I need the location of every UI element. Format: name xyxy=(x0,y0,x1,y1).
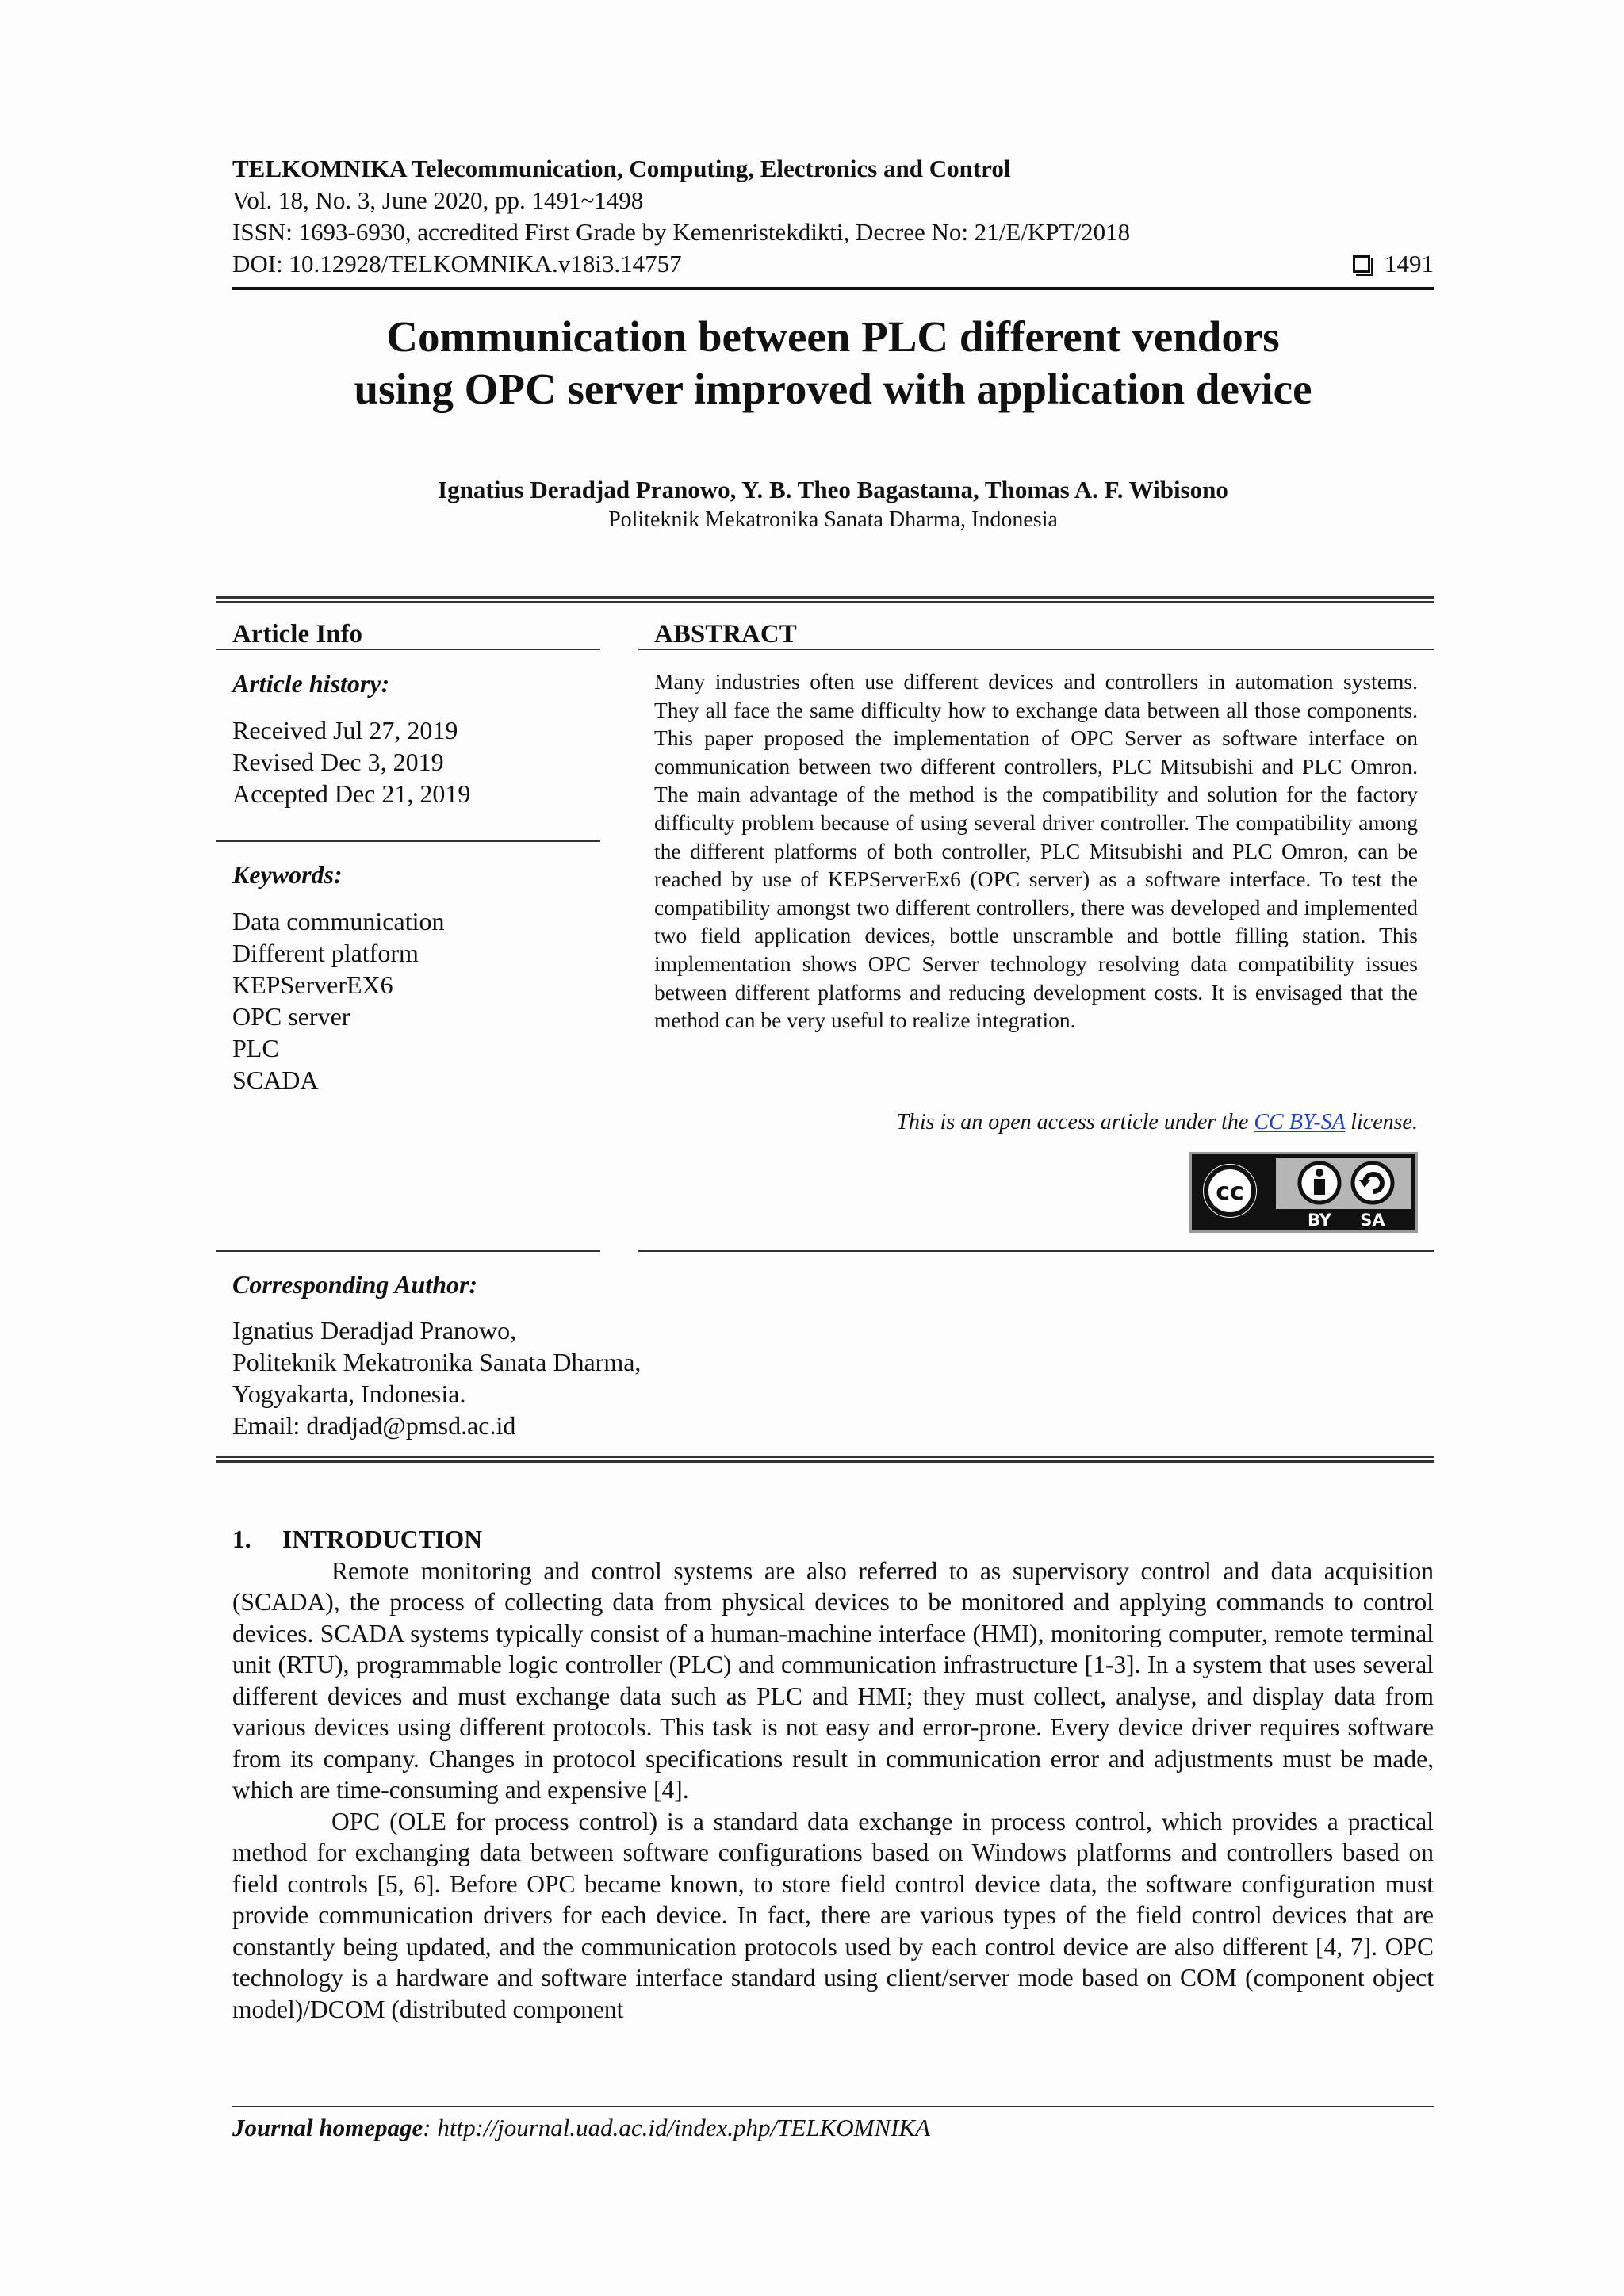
running-header xyxy=(232,153,1434,280)
affiliation: Politeknik Mekatronika Sanata Dharma, Indonesia xyxy=(608,507,1058,532)
corresponding-rule-left xyxy=(216,1250,600,1252)
issn-info: ISSN: 1693-6930, accredited First Grade by Kemenristekdikti, Decree No: 21/E/KPT/2018 xyxy=(232,218,1131,246)
footer xyxy=(232,2112,930,2144)
corresponding-institution: Politeknik Mekatronika Sanata Dharma, xyxy=(232,1348,642,1376)
introduction-section xyxy=(232,1524,1434,2025)
keyword-item: Different platform xyxy=(232,939,419,967)
journal-name: TELKOMNIKA Telecommunication, Computing, Electronics and Control xyxy=(232,155,1011,182)
abstract-rule xyxy=(638,649,1434,650)
corresponding-rule-right xyxy=(638,1250,1434,1252)
volume-info: Vol. 18, No. 3, June 2020, pp. 1491~1498 xyxy=(232,186,644,214)
footer-rule xyxy=(232,2106,1434,2107)
history-heading: Article history: xyxy=(232,669,390,698)
cc-license-icon xyxy=(1192,1154,1415,1230)
keywords-rule xyxy=(216,840,600,842)
corresponding-email[interactable]: Email: dradjad@pmsd.ac.id xyxy=(232,1411,516,1440)
journal-homepage-link[interactable]: : http://journal.uad.ac.id/index.php/TELKOMNIKA xyxy=(423,2114,931,2141)
cc-by-sa-badge[interactable] xyxy=(1189,1152,1418,1233)
abstract-text: Many industries often use different devices and controllers in automation systems. They all face the same difficulty how to exchange data between all those components. This paper proposed the implementation of OPC Server as software interface on communication between two different controllers, PLC Mitsubishi and PLC Omron. The main advantage of the method is the compatibility and solution for the factory difficulty problem because of using several driver controller. The compatibility among the different platforms of both controller, PLC Mitsubishi and PLC Omron, can be reached by use of KEPServerEx6 (OPC server) as a software interface. To test the compatibility amongst two different controllers, there was developed and implemented two field application devices, bottle unscramble and bottle filling station. This implementation shows OPC Server technology resolving data compatibility issues between different platforms and reducing development costs. It is envisaged that the method can be very useful to realize integration. xyxy=(654,669,1418,1033)
license-link[interactable]: CC BY-SA xyxy=(1254,1110,1346,1135)
page-box-icon xyxy=(1353,255,1370,273)
open-access-note xyxy=(654,1108,1418,1137)
info-top-rule xyxy=(216,596,1434,603)
by-mark: BY xyxy=(1307,1211,1332,1230)
sa-mark: SA xyxy=(1360,1211,1385,1230)
accepted-date: Accepted Dec 21, 2019 xyxy=(232,779,471,808)
corresponding-heading: Corresponding Author: xyxy=(232,1270,478,1299)
paper-title xyxy=(232,311,1434,415)
keyword-list xyxy=(232,905,444,1096)
keyword-item: KEPServerEX6 xyxy=(232,970,393,999)
introduction-heading: 1. INTRODUCTION xyxy=(232,1525,483,1553)
history-list xyxy=(232,714,470,809)
header-rule xyxy=(232,287,1434,290)
title-line-2: using OPC server improved with application device xyxy=(354,365,1312,413)
article-info-rule xyxy=(216,649,600,650)
author-list: Ignatius Deradjad Pranowo, Y. B. Theo Bagastama, Thomas A. F. Wibisono xyxy=(438,476,1228,503)
footer-label: Journal homepage xyxy=(232,2114,423,2141)
corresponding-location: Yogyakarta, Indonesia. xyxy=(232,1380,466,1408)
keyword-item: Data communication xyxy=(232,907,445,936)
received-date: Received Jul 27, 2019 xyxy=(232,716,458,744)
corresponding-details xyxy=(232,1314,641,1441)
info-bottom-rule xyxy=(216,1456,1434,1463)
doi-link[interactable]: DOI: 10.12928/TELKOMNIKA.v18i3.14757 xyxy=(232,250,682,277)
keywords-heading: Keywords: xyxy=(232,860,343,889)
intro-paragraph-1: Remote monitoring and control systems are also referred to as supervisory control and data acquisition (SCADA), the process of collecting data from physical devices to be monitored and applying commands to control devices. SCADA systems typically consist of a human-machine interface (HMI), monitoring computer, remote terminal unit (RTU), programmable logic controller (PLC) and communication infrastructure [1-3]. In a system that uses several different devices and must exchange data such as PLC and HMI; they must collect, analyse, and display data from various devices using different protocols. This task is not easy and error-prone. Every device driver requires software from its company. Changes in protocol specifications result in communication error and adjustments must be made, which are time-consuming and expensive [4]. xyxy=(232,1556,1434,1804)
doi-row xyxy=(232,248,1434,280)
page-number: 1491 xyxy=(1385,250,1434,277)
intro-paragraph-2: OPC (OLE for process control) is a standard data exchange in process control, which provides a practical method for exchanging data between software configurations based on Windows platforms and controllers based on field controls [5, 6]. Before OPC became known, to store field control device data, the software configuration must provide communication drivers for each device. In fact, there are various types of the field control devices that are constantly being updated, and the communication protocols used by each control device are also different [4, 7]. OPC technology is a hardware and software interface standard using client/server mode based on COM (component object model)/DCOM (distributed component xyxy=(232,1807,1434,2023)
keyword-item: OPC server xyxy=(232,1002,350,1031)
open-access-suffix: license. xyxy=(1345,1110,1418,1135)
title-line-1: Communication between PLC different vendors xyxy=(386,312,1280,361)
revised-date: Revised Dec 3, 2019 xyxy=(232,748,444,776)
article-info-heading: Article Info xyxy=(232,620,363,649)
corresponding-name: Ignatius Deradjad Pranowo, xyxy=(232,1316,517,1345)
cc-mark: cc xyxy=(1216,1178,1244,1206)
open-access-prefix: This is an open access article under the xyxy=(896,1110,1254,1135)
keyword-item: SCADA xyxy=(232,1066,319,1094)
page-number-group xyxy=(1353,248,1434,280)
keyword-item: PLC xyxy=(232,1034,279,1062)
abstract-heading: ABSTRACT xyxy=(654,620,797,649)
